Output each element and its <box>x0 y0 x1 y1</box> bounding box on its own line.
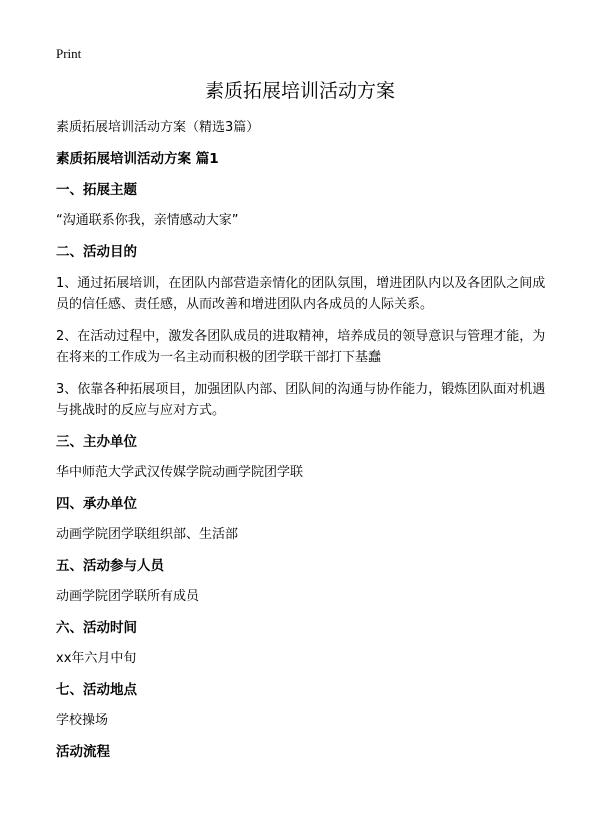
location-text: 学校操场 <box>56 713 109 728</box>
print-label: Print <box>56 46 82 61</box>
organizer-text: 华中师范大学武汉传媒学院动画学院团学联 <box>56 465 304 480</box>
purpose-paragraph: 1、通过拓展培训，在团队内部营造亲情化的团队氛围，增进团队内以及各团队之间成员的信任感、责任感，从而改善和增进团队内各成员的人际关系。 <box>56 276 546 312</box>
section-heading-undertaker: 四、承办单位 <box>56 496 137 512</box>
participants-text: 动画学院团学联所有成员 <box>56 589 200 604</box>
theme-text: “沟通联系你我，亲情感动大家” <box>56 213 239 228</box>
document-title: 素质拓展培训活动方案 <box>204 80 395 102</box>
purpose-paragraph: 2、在活动过程中，激发各团队成员的进取精神，培养成员的领导意识与管理才能，为在将来的工作成为一名主动而积极的团学联干部打下基蠢 <box>56 329 546 365</box>
section-heading-theme: 一、拓展主题 <box>56 182 137 198</box>
undertaker-text: 动画学院团学联组织部、生活部 <box>56 527 239 542</box>
section-heading-process: 活动流程 <box>56 744 110 760</box>
document-subtitle: 素质拓展培训活动方案（精选3篇） <box>56 120 260 135</box>
purpose-paragraph: 3、依靠各种拓展项目，加强团队内部、团队间的沟通与协作能力，锻炼团队面对机遇与挑战时的反应与应对方式。 <box>56 382 546 418</box>
section-heading-organizer: 三、主办单位 <box>56 434 137 450</box>
section-heading-time: 六、活动时间 <box>56 620 137 636</box>
part-title: 素质拓展培训活动方案 篇1 <box>56 151 219 167</box>
section-heading-location: 七、活动地点 <box>56 682 137 698</box>
section-heading-purpose: 二、活动目的 <box>56 244 137 260</box>
document-body <box>56 118 552 773</box>
time-text: xx年六月中旬 <box>56 651 137 666</box>
section-heading-participants: 五、活动参与人员 <box>56 558 164 574</box>
